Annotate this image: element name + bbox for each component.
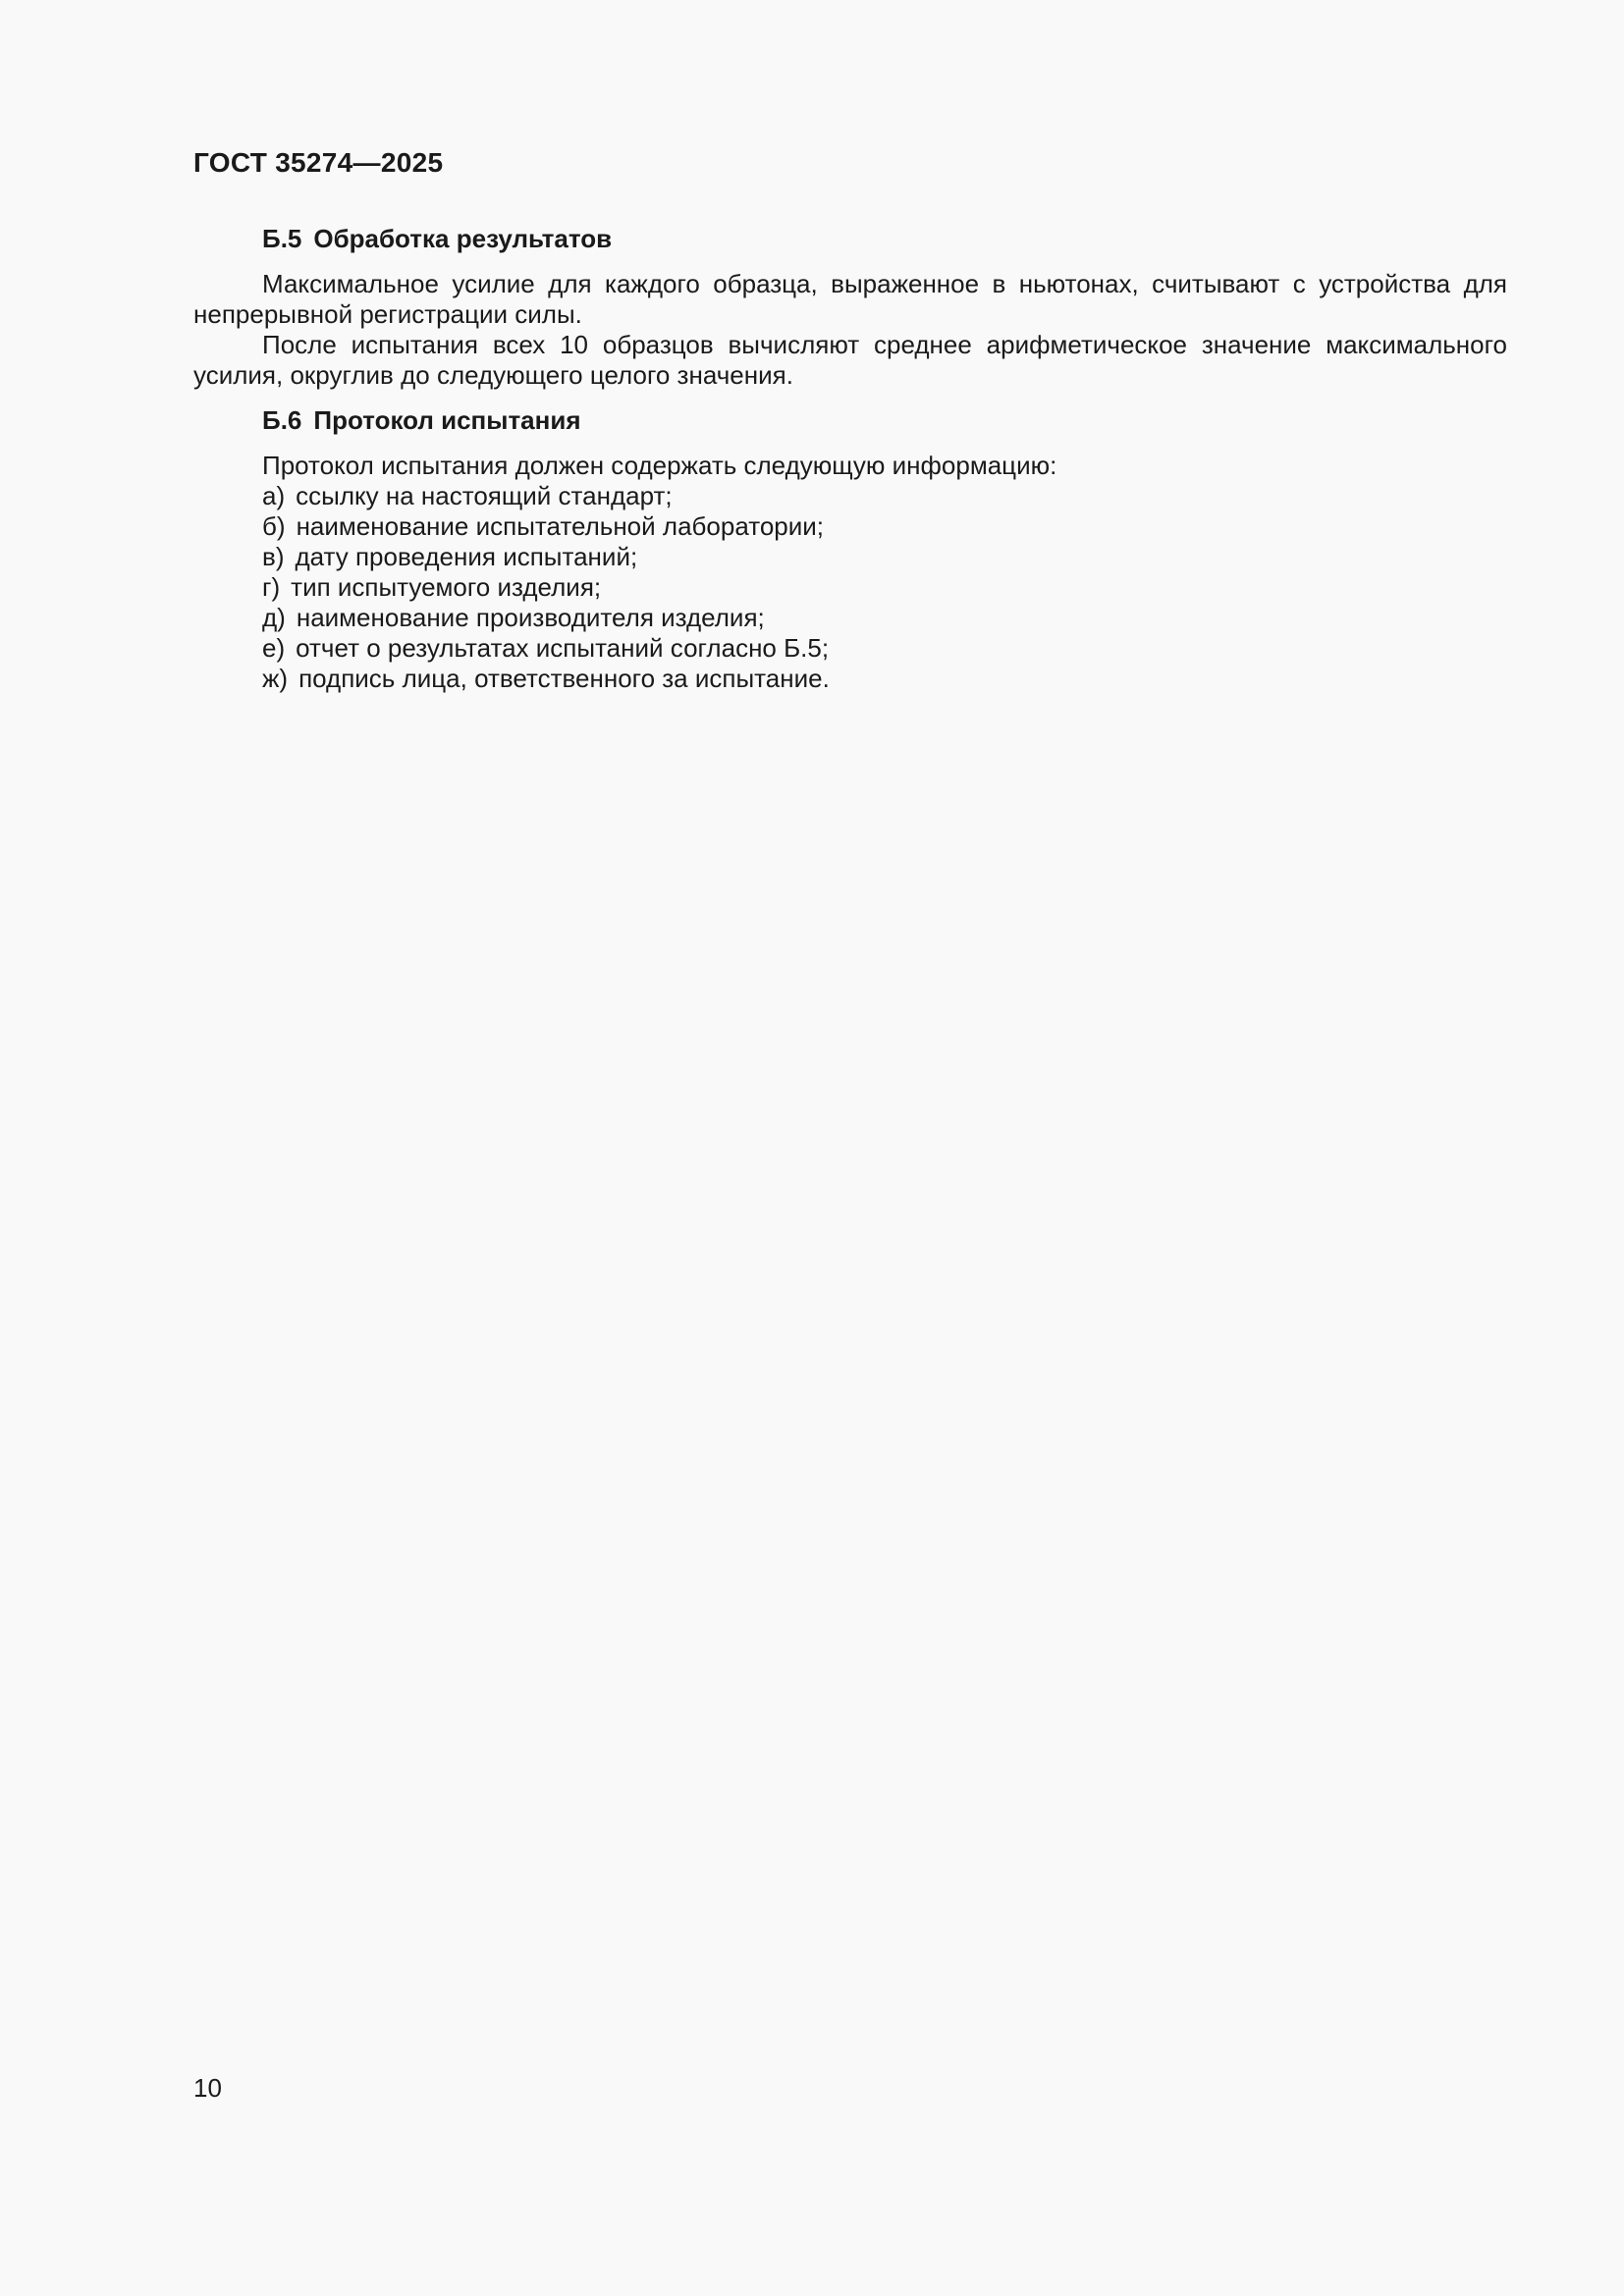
list-item	[193, 633, 1507, 664]
document-body	[193, 224, 1507, 694]
list-item-text: подпись лица, ответственного за испытание.	[298, 664, 830, 693]
page-number: 10	[193, 2073, 222, 2103]
section-number: Б.5	[262, 224, 302, 253]
paragraph-intro: Протокол испытания должен содержать следующую информацию:	[262, 451, 1057, 480]
list-marker: а)	[262, 481, 286, 510]
list-item	[193, 572, 1507, 603]
list-item	[193, 481, 1507, 511]
list-item-text: наименование производителя изделия;	[296, 603, 765, 632]
list-item	[193, 603, 1507, 633]
list-marker: ж)	[262, 664, 289, 693]
document-code-header: ГОСТ 35274—2025	[193, 147, 444, 178]
list-marker: б)	[262, 511, 286, 541]
list-item-text: дату проведения испытаний;	[295, 542, 638, 571]
paragraph: Максимальное усилие для каждого образца, выраженное в ньютонах, считывают с устройства для непрерывной регистрации силы.	[193, 269, 1507, 329]
list-item	[193, 511, 1507, 542]
list-marker: е)	[262, 633, 286, 663]
section-heading-b5	[193, 224, 1507, 254]
list-marker: в)	[262, 542, 285, 571]
list-item	[193, 542, 1507, 572]
paragraph: После испытания всех 10 образцов вычисляют среднее арифметическое значение максимального усилия, округлив до следующего целого значения.	[193, 330, 1507, 390]
section-number: Б.6	[262, 405, 302, 435]
list-marker: г)	[262, 572, 281, 602]
list-item-text: тип испытуемого изделия;	[291, 572, 602, 602]
section-title: Протокол испытания	[313, 405, 581, 435]
list-marker: д)	[262, 603, 286, 632]
section-heading-b6	[193, 405, 1507, 436]
list-item-text: ссылку на настоящий стандарт;	[296, 481, 673, 510]
protocol-requirements-list	[193, 481, 1507, 694]
list-item-text: отчет о результатах испытаний согласно Б.5;	[296, 633, 830, 663]
section-title: Обработка результатов	[313, 224, 613, 253]
list-item	[193, 664, 1507, 694]
list-item-text: наименование испытательной лаборатории;	[296, 511, 825, 541]
